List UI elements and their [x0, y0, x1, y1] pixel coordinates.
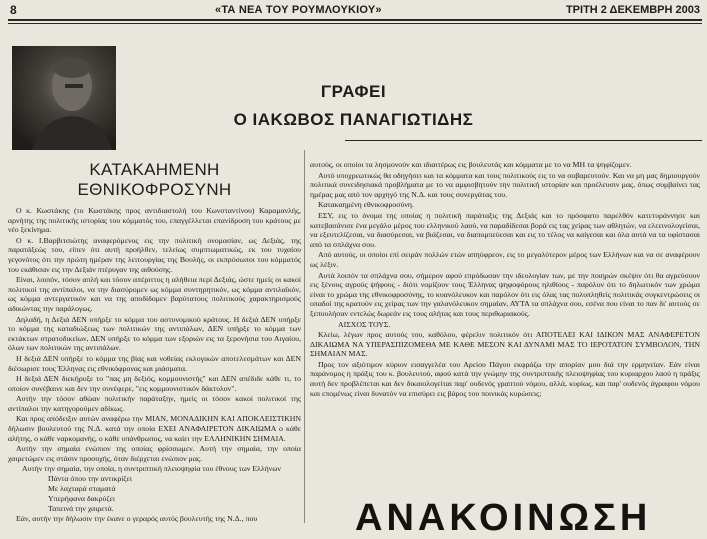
verse-line: Πάντα όπου την αντικρίζει — [48, 474, 132, 484]
paragraph: Ο κ. Ι.Βαρβιτσιώτης αναφερόμενος εις την πολιτική ονομασίαν, ως Δεξιάς, της παρατάξεώς του, είπεν ότι αυτή προήλθεν, τελείως συμπτωματικώς, εκ του τυχαίου γεγονότος ότι την πρώτη ημέραν της λειτουργίας της Βουλής, οι εκπρόσωποι του κόμματός του εκάθισαν εις την Δεξιάν πτέρυγαν της αιθούσης. — [8, 235, 301, 274]
newspaper-name: «ΤΑ ΝΕΑ ΤΟΥ ΡΟΥΜΛΟΥΚΙΟΥ» — [215, 4, 382, 16]
left-column — [8, 160, 301, 525]
paragraph: Και προς απόδειξιν αυτών αναφέρω την ΜΙΑΝ, ΜΟΝΑΔΙΚΗΝ ΚΑΙ ΑΠΟΚΛΕΙΣΤΙΚΗΝ δήλωσιν βουλευτού της Ν.Δ. κατά την οποία ΕΧΕΙ ΑΝΑΦΑΙΡΕΤΟΝ ΔΙΚΑΙΩΜΑ ο κάθε αλήτης, ο κάθε ναρκομανής, ο κάθε υπάνθρωπος, να καίει την ΕΛΛΗΝΙΚΗΝ ΣΗΜΑΙΑ. — [8, 414, 301, 443]
announcement-headline: ΑΝΑΚΟΙΝΩΣΗ — [355, 497, 652, 539]
paragraph: Δηλαδή, η Δεξιά ΔΕΝ υπήρξε το κόμμα του αστυνομικού κράτους. Η δεξιά ΔΕΝ υπήρξε το κόμμα της καταδιώξεως των πολιτικών της αντιπάλων, ΔΕΝ υπήρξε το κόμμα των εκτάκτων στρατοδικείων, ΔΕΝ υπήρξε το κόμμα των εξοριών εις τα ξερονήσια του Αιγαίου, όλων των πολιτικών της αντιπάλων. — [8, 314, 301, 353]
paragraph: Αυτήν την τόσον αθώαν πολιτικήν παράταξην, ημείς οι τόσον κακοί πολιτικοί της αντίπαλοι την κατηγορούμεν αδίκως. — [8, 394, 301, 413]
column-separator — [304, 150, 305, 523]
paragraph: αυτούς, οι οποίοι τα λησμονούν και ιδιαιτέρως εις βουλευτάς και κόμματα με το να ΜΗ τα ψηφίζομεν. — [310, 160, 632, 169]
paragraph: Η δεξιά ΔΕΝ διεκήρυξε το "πας μη δεξιός, κομμουνιστής" και ΔΕΝ απέδιδε κάθε τι, το οποίον συνέβαινε και δεν την συνέφερε, "εις κομμουνιστικόν δάκτυλον". — [8, 374, 301, 393]
issue-date: ΤΡΙΤΗ 2 ΔΕΚΕΜΒΡΗ 2003 — [565, 4, 700, 16]
paragraph: Κλείω, λέγων προς αυτούς του, καθόλου, φέρελιν πολιτικόν ότι ΑΠΟΤΕΛΕΙ ΚΑΙ ΙΔΙΚΟΝ ΜΑΣ ΑΝΑΦΕΡΕΤΟΝ ΔΙΚΑΙΩΜΑ ΝΑ ΥΠΕΡΑΣΠΙΖΟΜΕΘΑ ΜΕ ΚΑΘΕ ΜΕΣΟΝ ΚΑΙ ΔΥΝΑΜΙ ΜΑΣ ΤΟ ΙΕΡΟΤΑΤΟΝ ΣΥΜΒΟΛΟΝ, ΤΗΝ ΣΗΜΑΙΑΝ ΜΑΣ. — [310, 330, 700, 359]
paragraph: Ο κ. Κωστάκης (το Κωστάκης προς αντιδιαστολή του Κωνσταντίνου) Καραμανλής, αρνήτης της πολιτικής ιστορίας του κόμματός του, επαγγέλλεται επανίδρυση του κράτους με νέο ξεκίνημα. — [8, 206, 301, 235]
article-title-line-2: ΕΘΝΙΚΟΦΡΟΣΥΝΗ — [77, 180, 232, 199]
paragraph: Από αυτούς, οι οποίοι επί σειράν πολλών ετών απηύφρεον, εις το μεγαλύτερον μέρος των Ελλήνων και να σε αναφέρουν ως λέξιν. — [310, 250, 700, 269]
verse-line: Ταπεινά την χαιρετά. — [48, 504, 114, 514]
paragraph: Εάν, αυτήν την δήλωσιν την έκανε ο γεραρός αυτός βουλευτής της Ν.Δ., που — [16, 514, 258, 524]
verse-line: Με λαχταρά σταματά — [48, 484, 116, 494]
paragraph: Κατακαημένη εθνικοφροσύνη. — [318, 200, 414, 210]
paragraph: Αυτήν την σημαία ενώπιον της οποίας φρίσσωμεν. Αυτή την σημαία, την οποία χαιρετώμεν εις στάσιν προσοχής, όταν διέρχεται ενώπιον μας. — [8, 444, 301, 463]
header-rule — [8, 19, 702, 21]
page-number: 8 — [10, 3, 17, 17]
paragraph: Αυτό υποχρεωτικώς θα οδηγήσει και τα κόμματα και τους πολιτικούς εις το να σοβαρευτούν. Και να μη μας δημιουργούν πολιτικά συνειδησιακά προβλήματα με το να αμφισβητούν την πολιτική ιστορίαν και προέλευσιν μας, όπως συμβαίνει τας ημέρας μας από τον αρχηγό της Ν.Δ. και τους συνεργάτας του. — [310, 170, 700, 199]
column-heading: ΓΡΑΦΕΙ — [320, 82, 387, 101]
header-rule-thin — [8, 23, 702, 24]
paragraph: Αυτά λοιπόν τα σπλάχνα σου, σήμερον αφού επρόδωσαν την ιδεολογίαν των, με την ποιηρών σκέψιν ότι θα αγρεύσουν εις ξένους αγρούς ψήφους - διότι νομίζουν τους Έλληνας ψηφοφόρους ηλιθίους - παρόλον ότι το δηλωτικόν των χρώμα είναι το χρώμα της εθνικοφροσύνης, το κυανόλευκον και παρόλον ότι εις όλας τας πολυπληθείς πολιτικάς συγκεντρώσεις οι οπαδοί της κρατούν εις χείρας των την γαλανόλευκον σημαίαν, ΑΥΤΑ τα σπλάχνα σου, εσένα που είναι το παν δι' αυτούς σε ξεπουλήσαν εντελώς δωρεάν εις τους αλήτας και τους περιθωριακούς. — [310, 270, 700, 318]
verse-line: Αυτήν την σημαία, την οποία, η συντριπτική πλειοψηφία του έθνους των Ελλήνων — [22, 464, 281, 474]
verse-line: Υπερήφανα δακρύζει — [48, 494, 115, 504]
page-header — [10, 3, 700, 19]
article-title-line-1: ΚΑΤΑΚΑΗΜΕΝΗ — [89, 160, 220, 179]
paragraph: ΕΣΥ, εις το όνομα της οποίας η πολιτική παράταξις της Δεξιάς και το πρόσφατο παρελθόν κατετυράννησε και κατεβασάνισε ένα μεγάλο μέρος του ελληνικού λαού, να παραδίδεσαι βορά εις τας χείρας των αθλητών, να ελεεινολογείσαι, να εξευτελίζεσαι, να διασύρεσαι, να βιάζεσαι, να διαπομπεύεσαι και εις το τέλος να καίγεσαι και όλα αυτά να τα υφίστασαι από τα σπλάχνα σου. — [310, 210, 700, 249]
paragraph: Προς τον αξιότιμον κύριον εισαγγελέα του Αρείου Πάγου εκφράζω την απορίαν μου διά την ερμηνείαν. Εάν είναι παράνομος η πράξις του κ. βουλευτού, αφού κατά την γνώμην της συντριπτικής πλειοψηφίας του κυριαρχου λαού η πράξις αυτή δεν προβλέπεται και δεν δικαιολογείται παρ' ουδενός γραπτού νόμου, αλλά, κυρίως, και παρ' ουδενός άγραφου νόμου και επομένως είναι δυνατόν να επισύρει εις βάρος του ποινικάς κυρώσεις; — [310, 359, 700, 398]
article-title — [8, 160, 301, 200]
paragraph: Είναι, λοιπόν, τόσον απλή και τόσον απέριττος η αλήθεια περί Δεξιάς, ώστε ημείς οι κακοί πολιτικοί της αντίπαλοι, να την διασύρομεν ως κόμμα συντηρητικόν, ως κόμμα αντιλαϊκόν, ως κόμμα αντεργατικόν και να της αποδίδομεν βαρύτατους πολιτικούς χαρακτηρισμούς αδικώντας την παράλογως. — [8, 275, 301, 313]
title-rule — [345, 140, 702, 141]
paragraph: Η δεξιά ΔΕΝ υπήρξε το κόμμα της βίας και νοθείας εκλογικών αποτελεσμάτων και ΔΕΝ διέσωρισε τους Έλληνας εις εθνικόφρονας και μιάσματα. — [8, 353, 301, 373]
column-author: Ο ΙΑΚΩΒΟΣ ΠΑΝΑΓΙΩΤΙΔΗΣ — [233, 110, 474, 129]
paragraph: ΑΙΣΧΟΣ ΤΟΥΣ. — [338, 319, 391, 329]
right-column — [310, 160, 700, 399]
